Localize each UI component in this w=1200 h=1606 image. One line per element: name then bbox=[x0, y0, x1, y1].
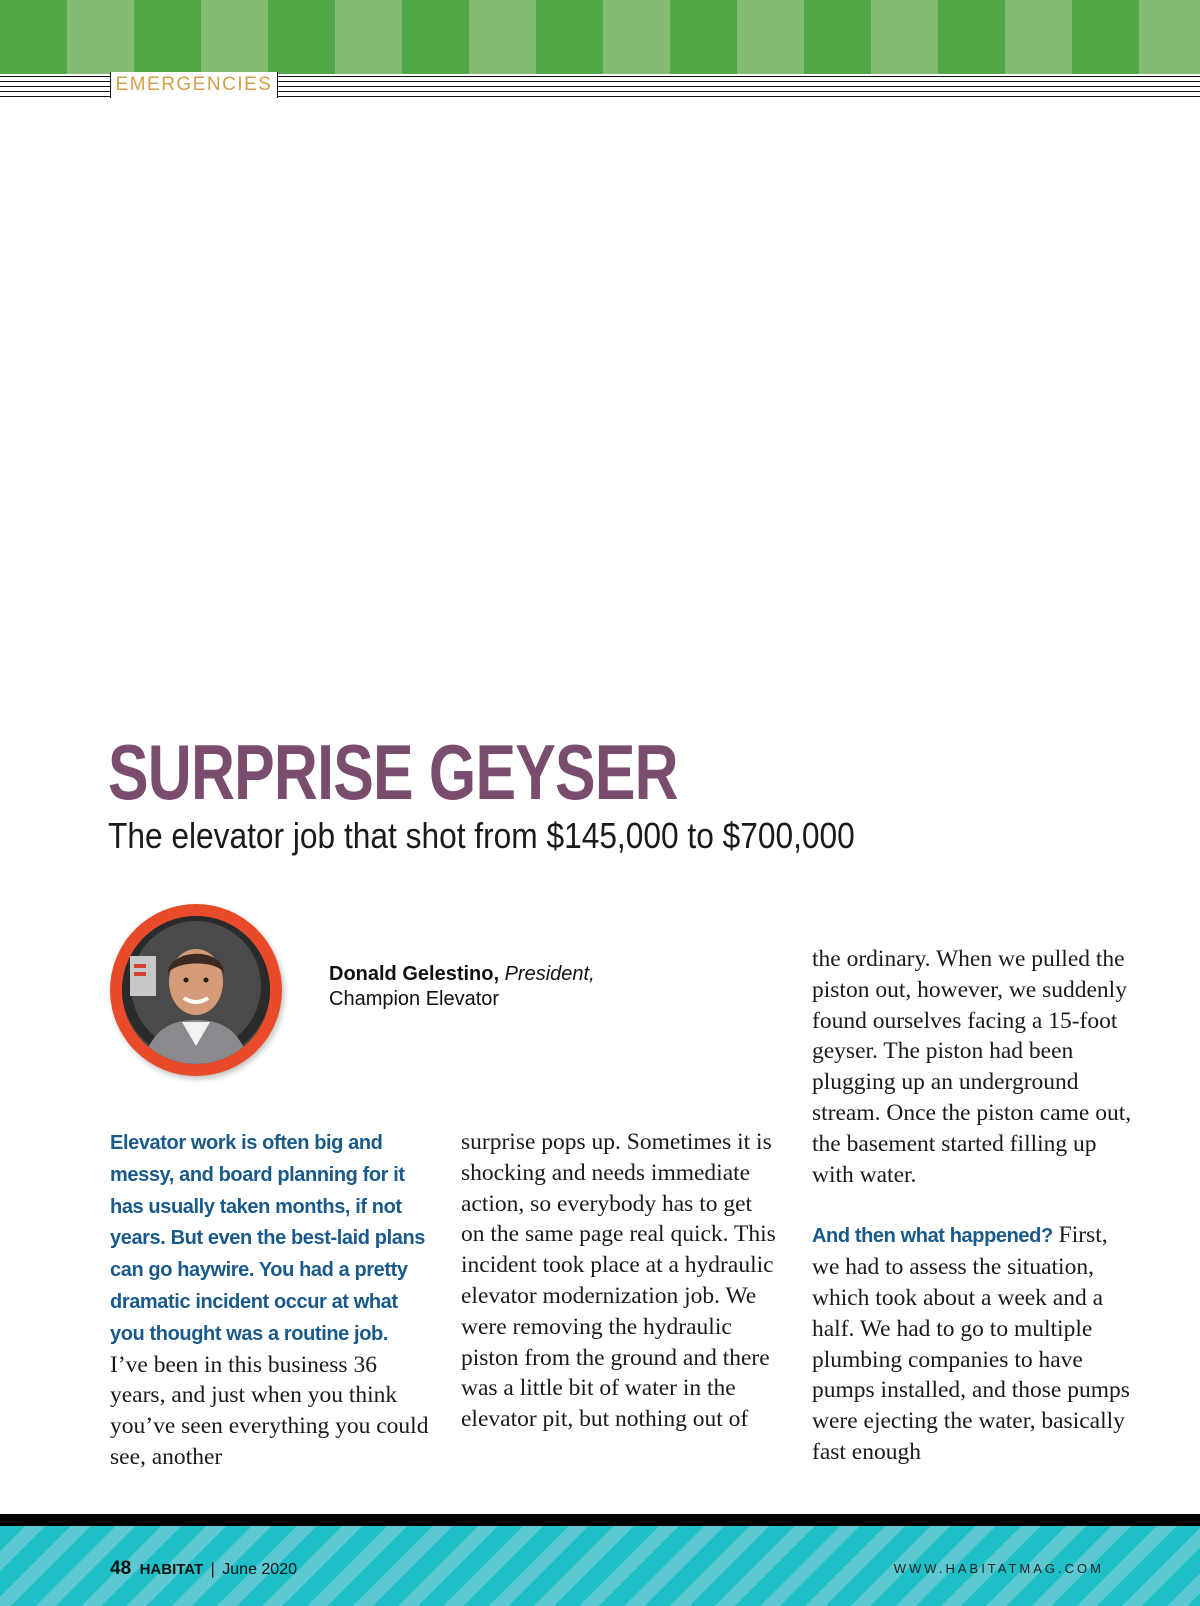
section-rule-left bbox=[0, 76, 110, 98]
footer-rule bbox=[0, 1514, 1200, 1526]
footer-folio bbox=[110, 1558, 297, 1580]
author-name: Donald Gelestino, bbox=[329, 963, 500, 985]
column-3-text-2: First, we had to assess the situation, which took about a week and a half. We had to go to multiple plumbing companies to have pumps installed, and those pumps were ejecting the water, basically fast enough bbox=[812, 1222, 1130, 1465]
magazine-name: HABITAT bbox=[139, 1561, 204, 1578]
issue-date: June 2020 bbox=[222, 1561, 297, 1578]
top-striped-banner bbox=[0, 0, 1200, 74]
section-label: EMERGENCIES bbox=[115, 74, 273, 95]
author-photo bbox=[122, 916, 270, 1064]
section-tag bbox=[110, 72, 278, 98]
body-column-1 bbox=[110, 1127, 430, 1473]
lead-question: Elevator work is often big and messy, and board planning for it has usually taken months, if not years. But even the best-laid plans can go haywire. You had a pretty dramatic incident occur at what you thought was a routine job. bbox=[110, 1132, 425, 1345]
author-photo-illustration bbox=[122, 916, 270, 1064]
column-1-paragraph bbox=[110, 1127, 430, 1473]
section-rule-right bbox=[278, 76, 1200, 98]
author-avatar bbox=[110, 904, 282, 1076]
article-deck: The elevator job that shot from $145,000 to $700,000 bbox=[108, 815, 855, 856]
folio-separator: | bbox=[210, 1561, 215, 1578]
column-3-text-1: the ordinary. When we pulled the piston out, however, we suddenly found ourselves facing a 15-foot geyser. The piston had been plugging up an underground stream. Once the piston came out, the basement started filling up with water. bbox=[812, 946, 1132, 1188]
author-title: President, bbox=[504, 963, 595, 985]
column-2-text: surprise pops up. Sometimes it is shocking and needs immediate action, so everybody has to get on the same page real quick. This incident took place at a hydraulic elevator modernization job. We were removing the hydraulic piston from the ground and there was a little bit of water in the elevator pit, but nothing out of bbox=[461, 1129, 776, 1433]
website-link[interactable]: WWW.HABITATMAG.COM bbox=[893, 1561, 1104, 1576]
body-column-3 bbox=[812, 944, 1132, 1468]
column-3-paragraph-2 bbox=[812, 1220, 1132, 1467]
author-byline bbox=[329, 962, 595, 1012]
page-footer bbox=[0, 1526, 1200, 1606]
author-company: Champion Elevator bbox=[329, 988, 500, 1010]
column-1-text: I’ve been in this business 36 years, and just when you think you’ve seen everything you could see, another bbox=[110, 1351, 429, 1470]
interview-question: And then what happened? bbox=[812, 1225, 1053, 1248]
paragraph-gap bbox=[812, 1190, 1132, 1220]
article-headline: SURPRISE GEYSER bbox=[108, 728, 678, 816]
page-number: 48 bbox=[110, 1558, 132, 1579]
body-column-2 bbox=[461, 1127, 781, 1435]
